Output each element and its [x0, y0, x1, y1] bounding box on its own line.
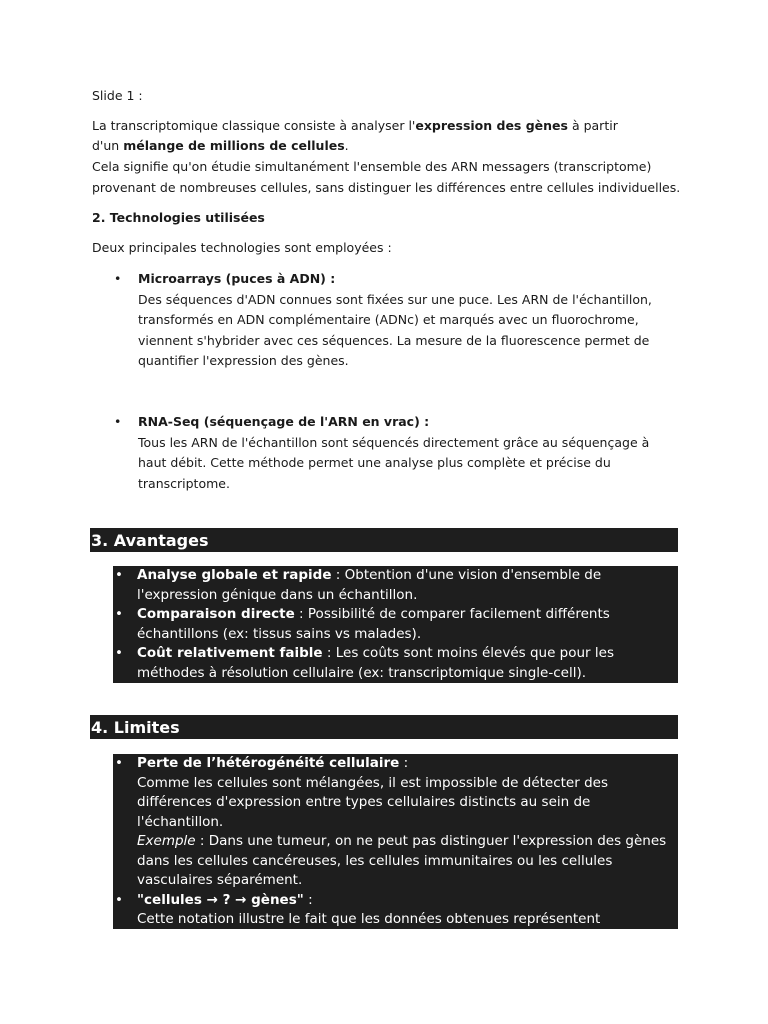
intro-line-4: provenant de nombreuses cellules, sans distinguer les différences entre cellules individuelles. — [92, 180, 681, 195]
rnaseq-line-1: Tous les ARN de l'échantillon sont séquencés directement grâce au séquençage à — [138, 434, 650, 450]
limit-text-line: Comme les cellules sont mélangées, il est impossible de détecter des — [137, 774, 608, 791]
rnaseq-line-2: haut débit. Cette méthode permet une analyse plus complète et précise du — [138, 455, 611, 470]
microarrays-line-1: Des séquences d'ADN connues sont fixées sur une puce. Les ARN de l'échantillon, — [138, 291, 652, 307]
advantage-text: : Obtention d'une vision d'ensemble de — [331, 567, 602, 583]
bullet-icon: • — [115, 645, 123, 661]
intro-line-2 — [92, 136, 349, 157]
intro-line-2-post: . — [344, 138, 349, 153]
bullet-icon: • — [114, 414, 122, 429]
advantage-title: Analyse globale et rapide — [137, 567, 332, 583]
limit-item — [113, 891, 678, 930]
slide-label: Slide 1 : — [92, 88, 143, 103]
advantages-box — [113, 566, 678, 683]
advantage-text-line-2: l'expression génique dans un échantillon. — [137, 586, 418, 603]
microarrays-line-2: transformés en ADN complémentaire (ADNc) et marqués avec un fluorochrome, — [138, 312, 639, 327]
microarrays-title: Microarrays (puces à ADN) : — [138, 271, 336, 286]
rnaseq-body — [138, 412, 649, 494]
bullet-icon: • — [115, 567, 123, 583]
limit-title: "cellules → ? → gènes" — [137, 891, 304, 908]
limit-item — [113, 754, 678, 891]
example-text-line: vasculaires séparément. — [137, 872, 303, 888]
bullet-icon: • — [115, 891, 123, 908]
limit-title-suffix: : — [303, 891, 313, 908]
microarrays-line-4: quantifier l'expression des gènes. — [138, 353, 349, 368]
advantage-text-line-2: méthodes à résolution cellulaire (ex: transcriptomique single-cell). — [137, 664, 587, 681]
limit-title: Perte de l’hétérogénéité cellulaire — [137, 755, 400, 771]
advantage-item — [113, 605, 678, 644]
advantage-text: : Possibilité de comparer facilement différents — [294, 606, 610, 622]
example-text-line: dans les cellules cancéreuses, les cellules immunitaires ou les cellules — [137, 852, 613, 869]
advantage-text: : Les coûts sont moins élevés que pour les — [322, 645, 614, 661]
intro-line-1 — [92, 116, 618, 137]
advantage-title: Coût relativement faible — [137, 645, 323, 661]
section-2-intro: Deux principales technologies sont employées : — [92, 240, 392, 255]
example-text: : Dans une tumeur, on ne peut pas distinguer l'expression des gènes — [195, 833, 667, 849]
intro-line-2-bold: mélange de millions de cellules — [123, 138, 345, 153]
example-label: Exemple — [137, 833, 196, 849]
advantage-text-line-2: échantillons (ex: tissus sains vs malades). — [137, 625, 422, 642]
bullet-icon: • — [114, 271, 122, 286]
section-4-heading: 4. Limites — [90, 715, 678, 739]
advantage-item — [113, 566, 678, 605]
intro-line-2-pre: d'un — [92, 138, 124, 153]
advantage-title: Comparaison directe — [137, 606, 295, 622]
intro-line-1-bold: expression des gènes — [415, 118, 568, 133]
rnaseq-line-3: transcriptome. — [138, 475, 230, 491]
intro-line-1-post: à partir — [567, 118, 618, 133]
microarrays-line-3: viennent s'hybrider avec ces séquences. La mesure de la fluorescence permet de — [138, 332, 650, 348]
bullet-icon: • — [115, 606, 123, 622]
limit-text-line: différences d'expression entre types cellulaires distincts au sein de — [137, 794, 591, 810]
limit-title-suffix: : — [399, 755, 409, 771]
intro-line-1-pre: La transcriptomique classique consiste à analyser l' — [92, 118, 416, 133]
microarrays-body — [138, 269, 652, 372]
limits-box — [113, 754, 678, 929]
advantage-item — [113, 644, 678, 683]
intro-line-3: Cela signifie qu'on étudie simultanément l'ensemble des ARN messagers (transcriptome) — [92, 159, 652, 174]
bullet-icon: • — [115, 755, 123, 771]
section-2-heading: 2. Technologies utilisées — [92, 210, 265, 225]
section-3-heading: 3. Avantages — [90, 528, 678, 552]
rnaseq-title: RNA-Seq (séquençage de l'ARN en vrac) : — [138, 414, 430, 429]
limit-text-line: Cette notation illustre le fait que les données obtenues représentent — [137, 911, 601, 927]
limit-text-line: l'échantillon. — [137, 813, 224, 830]
